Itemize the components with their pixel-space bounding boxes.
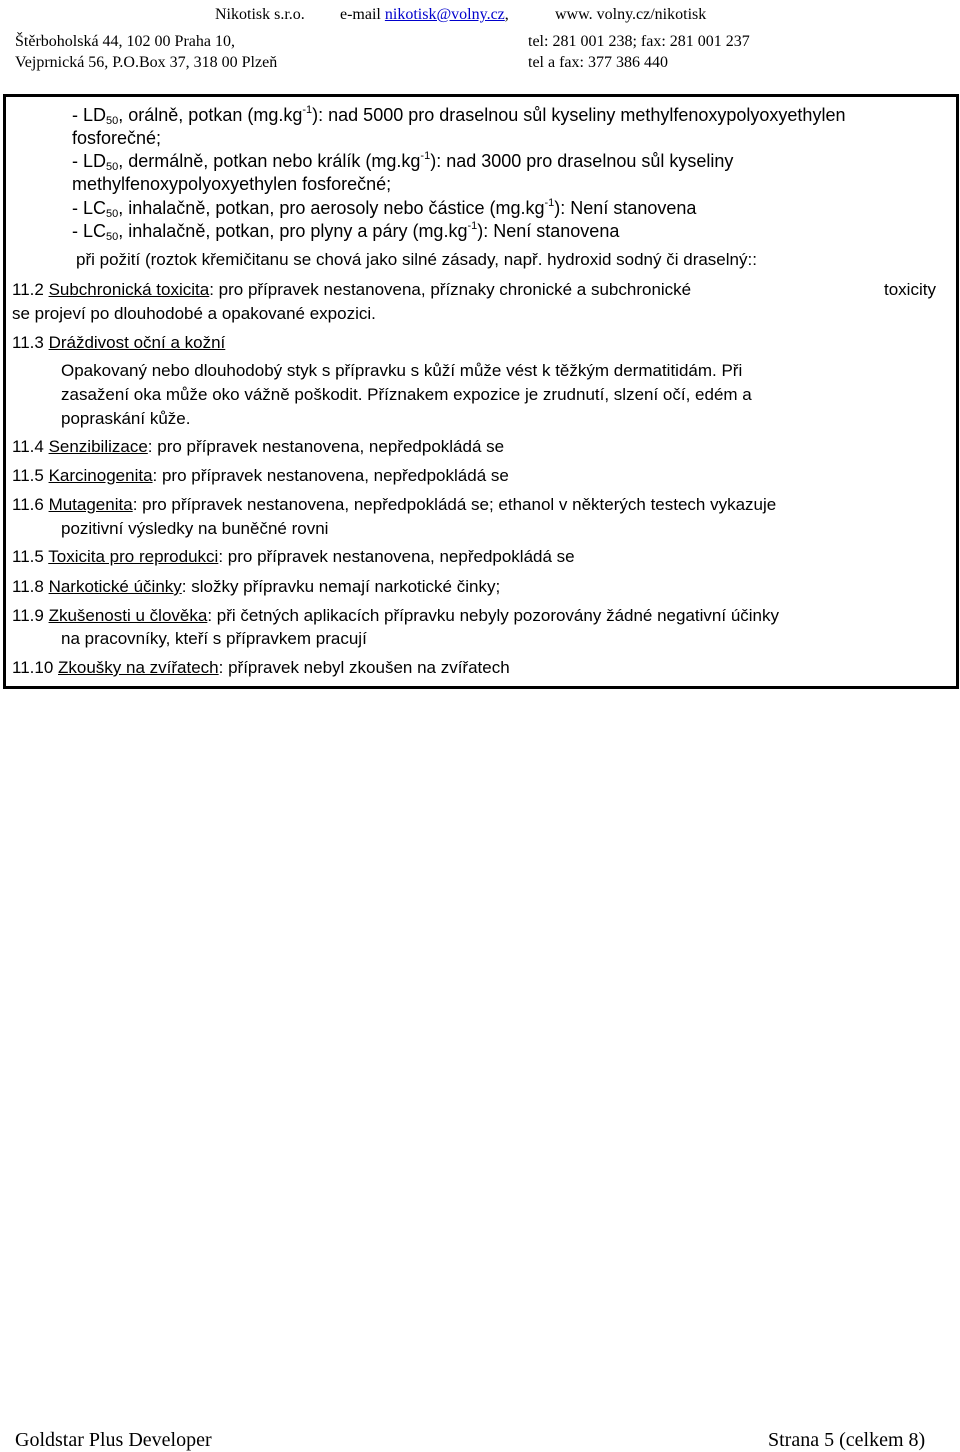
lc50-aerosol-sub: 50 [106,208,119,220]
lc50-gas-rest: ): Není stanovena [477,221,620,241]
address-plzen: Vejprnická 56, P.O.Box 37, 318 00 Plzeň [15,54,278,71]
section-11-9-line [12,605,779,627]
ld50-oral-cont: fosforečné; [72,128,162,148]
ld50-dermal-prefix: - LD [72,151,107,171]
ld50-oral-sub: 50 [106,115,119,127]
lc50-gas-sup: -1 [467,220,478,232]
section-11-6-text: : pro přípravek nestanovena, nepředpokládá se; ethanol v některých testech vykazuje [132,495,777,514]
section-11-10-title: Zkoušky na zvířatech [58,658,219,677]
ld50-dermal-mid: , dermálně, potkan nebo králík (mg.kg [118,151,421,171]
section-11-2-text: : pro přípravek nestanovena, příznaky chronické a subchronické [209,280,692,299]
section-11-5a-title: Karcinogenita [48,466,153,485]
section-11-8-text: : složky přípravku nemají narkotické činky; [181,577,501,596]
ld50-oral-mid: , orálně, potkan (mg.kg [118,105,303,125]
section-11-9-text: : při četných aplikacích přípravku nebyly pozorovány žádné negativní účinky [207,606,780,625]
section-11-3-title: Dráždivost oční a kožní [48,333,226,352]
lc50-aerosol-mid: , inhalačně, potkan, pro aerosoly nebo částice (mg.kg [118,198,545,218]
section-11-3-text-1: Opakovaný nebo dlouhodobý styk s přípravku s kůží může vést k těžkým dermatitidám. Při [61,361,743,380]
section-11-2-line [12,279,691,301]
email-block [340,6,509,24]
section-11-2-title: Subchronická toxicita [48,280,210,299]
section-11-9-title: Zkušenosti u člověka [48,606,208,625]
lc50-gas-sub: 50 [106,231,119,243]
web-address[interactable]: www. volny.cz/nikotisk [555,6,707,23]
ld50-oral-rest: ): nad 5000 pro draselnou sůl kyseliny methylfenoxypolyoxyethylen [312,105,846,125]
section-11-10-line [12,657,510,679]
lc50-aerosol-rest: ): Není stanovena [554,198,697,218]
section-11-5a-line [12,465,509,487]
lc50-gas-mid: , inhalačně, potkan, pro plyny a páry (mg.kg [118,221,468,241]
section-11-5b-title: Toxicita pro reprodukci [48,547,219,566]
section-11-6-number: 11.6 [12,495,44,514]
section-11-8-number: 11.8 [12,577,44,596]
address-praha: Štěrboholská 44, 102 00 Praha 10, [15,33,235,50]
lc50-aerosol-sup: -1 [544,197,555,209]
section-11-2-cont: se projeví po dlouhodobé a opakované expozici. [12,304,376,323]
email-label: e-mail [340,6,381,23]
section-11-3-text-3: popraskání kůže. [61,409,191,428]
section-11-10-text: : přípravek nebyl zkoušen na zvířatech [218,658,510,677]
ld50-dermal-rest: ): nad 3000 pro draselnou sůl kyseliny [430,151,734,171]
section-11-2-number: 11.2 [12,280,44,299]
section-11-10-number: 11.10 [12,658,54,677]
footer-product: Goldstar Plus Developer [15,1429,212,1451]
section-11-6-title: Mutagenita [48,495,133,514]
section-11-4-line [12,436,504,458]
section-11-9-cont: na pracovníky, kteří s přípravkem pracují [61,629,367,648]
lc50-gas-prefix: - LC [72,221,107,241]
section-11-5a-text: : pro přípravek nestanovena, nepředpokládá se [152,466,509,485]
section-11-8-line [12,576,500,598]
section-11-5b-line [12,546,575,568]
ld50-oral-line [72,104,845,126]
section-11-8-title: Narkotické účinky [48,577,182,596]
ld50-dermal-sub: 50 [106,161,119,173]
lc50-aerosol-prefix: - LC [72,198,107,218]
footer-page-number: Strana 5 (celkem 8) [768,1429,926,1451]
email-link[interactable]: nikotisk@volny.cz [384,6,505,23]
lc50-gas-line [72,220,619,242]
section-11-5b-text: : pro přípravek nestanovena, nepředpokládá se [218,547,575,566]
section-11-6-line [12,494,776,516]
ld50-oral-sup: -1 [302,104,313,116]
phone-praha: tel: 281 001 238; fax: 281 001 237 [528,33,750,50]
section-11-4-title: Senzibilizace [48,437,148,456]
email-separator: , [504,6,509,23]
ld50-dermal-cont: methylfenoxypolyoxyethylen fosforečné; [72,174,392,194]
ld50-dermal-sup: -1 [420,150,431,162]
ingestion-note: při požití (roztok křemičitanu se chová jako silné zásady, např. hydroxid sodný či draselný:: [76,250,757,269]
section-11-3-text-2: zasažení oka může oko vážně poškodit. Příznakem expozice je zrudnutí, slzení očí, edém a [61,385,752,404]
section-11-9-number: 11.9 [12,606,44,625]
section-11-3-number: 11.3 [12,333,44,352]
ld50-oral-prefix: - LD [72,105,107,125]
section-11-4-text: : pro přípravek nestanovena, nepředpokládá se [147,437,505,456]
ld50-dermal-line [72,150,733,172]
section-11-6-cont: pozitivní výsledky na buněčné rovni [61,519,329,538]
section-11-2-trailing: toxicity [884,280,936,299]
section-11-5a-number: 11.5 [12,466,44,485]
section-11-4-number: 11.4 [12,437,44,456]
phone-plzen: tel a fax: 377 386 440 [528,54,668,71]
company-name: Nikotisk s.r.o. [215,6,305,23]
section-11-5b-number: 11.5 [12,547,44,566]
section-11-3-line [12,332,225,354]
lc50-aerosol-line [72,197,696,219]
